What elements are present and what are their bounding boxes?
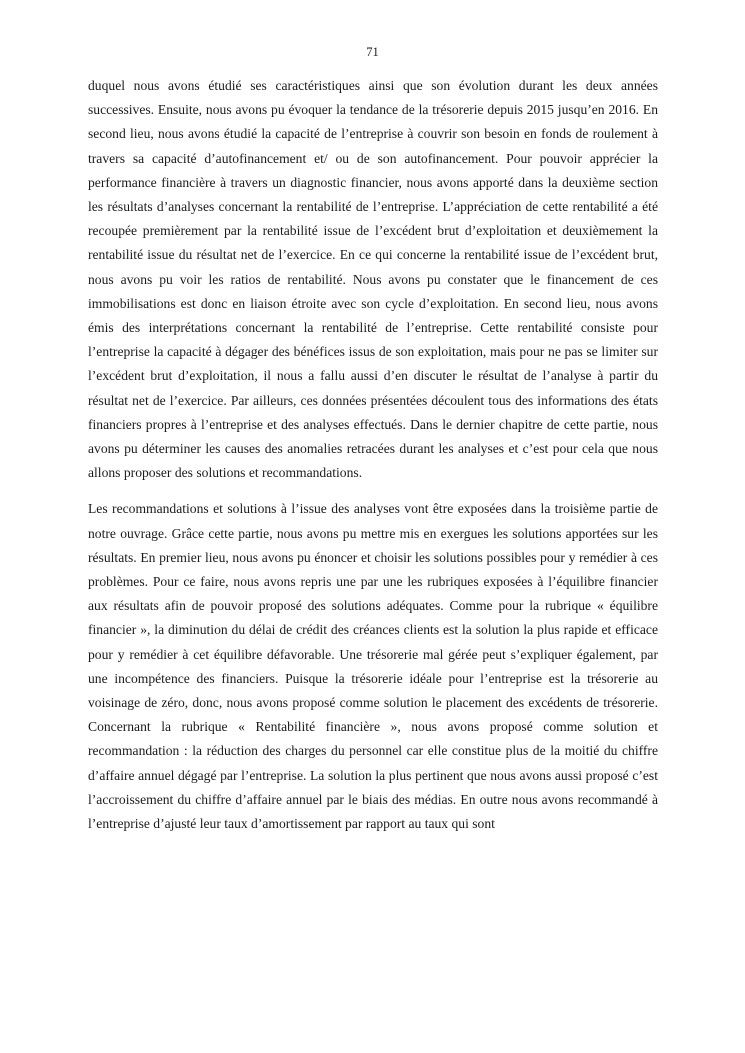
paragraph-1: duquel nous avons étudié ses caractéristiques ainsi que son évolution durant les deux années successives. Ensuite, nous avons pu évoquer la tendance de la trésorerie depuis 2015 jusqu’en 2016. En second lieu, nous avons étudié la capacité de l’entreprise à couvrir son besoin en fonds de roulement à travers sa capacité d’autofinancement et/ ou de son autofinancement. Pour pouvoir apprécier la performance financière à travers un diagnostic financier, nous avons apporté dans la deuxième section les résultats d’analyses concernant la rentabilité de l’entreprise. L’appréciation de cette rentabilité a été recoupée premièrement par la rentabilité issue de l’excédent brut d’exploitation et deuxièmement la rentabilité issue du résultat net de l’exercice. En ce qui concerne la rentabilité issue de l’excédent brut, nous avons pu voir les ratios de rentabilité. Nous avons pu constater que le financement de ces immobilisations est donc en liaison étroite avec son cycle d’exploitation. En second lieu, nous avons émis des interprétations concernant la rentabilité de l’entreprise. Cette rentabilité consiste pour l’entreprise la capacité à dégager des bénéfices issus de son exploitation, mais pour ne pas se limiter sur l’excédent brut d’exploitation, il nous a fallu aussi d’en discuter le résultat de l’analyse à partir du résultat net de l’exercice. Par ailleurs, ces données présentées découlent tous des informations des états financiers propres à l’entreprise et des analyses effectués. Dans le dernier chapitre de cette partie, nous avons pu déterminer les causes des anomalies retracées durant les analyses et c’est pour cela que nous allons proposer des solutions et recommandations. <box>88 78 658 481</box>
page-number: 71 <box>366 45 379 59</box>
paragraph-2: Les recommandations et solutions à l’issue des analyses vont être exposées dans la troisième partie de notre ouvrage. Grâce cette partie, nous avons pu mettre mis en exergues les solutions apportées sur les résultats. En premier lieu, nous avons pu énoncer et choisir les solutions possibles pour y remédier à ces problèmes. Pour ce faire, nous avons repris une par une les rubriques exposées à l’équilibre financier aux résultats afin de pouvoir proposé des solutions adéquates. Comme pour la rubrique « équilibre financier », la diminution du délai de crédit des créances clients est la solution la plus rapide et efficace pour y remédier à cet équilibre défavorable. Une trésorerie mal gérée peut s’expliquer également, par une incompétence des financiers. Puisque la trésorerie idéale pour l’entreprise est la trésorerie au voisinage de zéro, donc, nous avons proposé comme solution le placement des excédents de trésorerie. Concernant la rubrique « Rentabilité financière », nous avons proposé comme solution et recommandation : la réduction des charges du personnel car elle constitue plus de la moitié du chiffre d’affaire annuel dégagé par l’entreprise. La solution la plus pertinent que nous avons aussi proposé c’est l’accroissement du chiffre d’affaire annuel par le biais des médias. En outre nous avons recommandé à l’entreprise d’ajusté leur taux d’amortissement par rapport au taux qui sont <box>88 501 658 832</box>
body-text <box>88 74 658 836</box>
